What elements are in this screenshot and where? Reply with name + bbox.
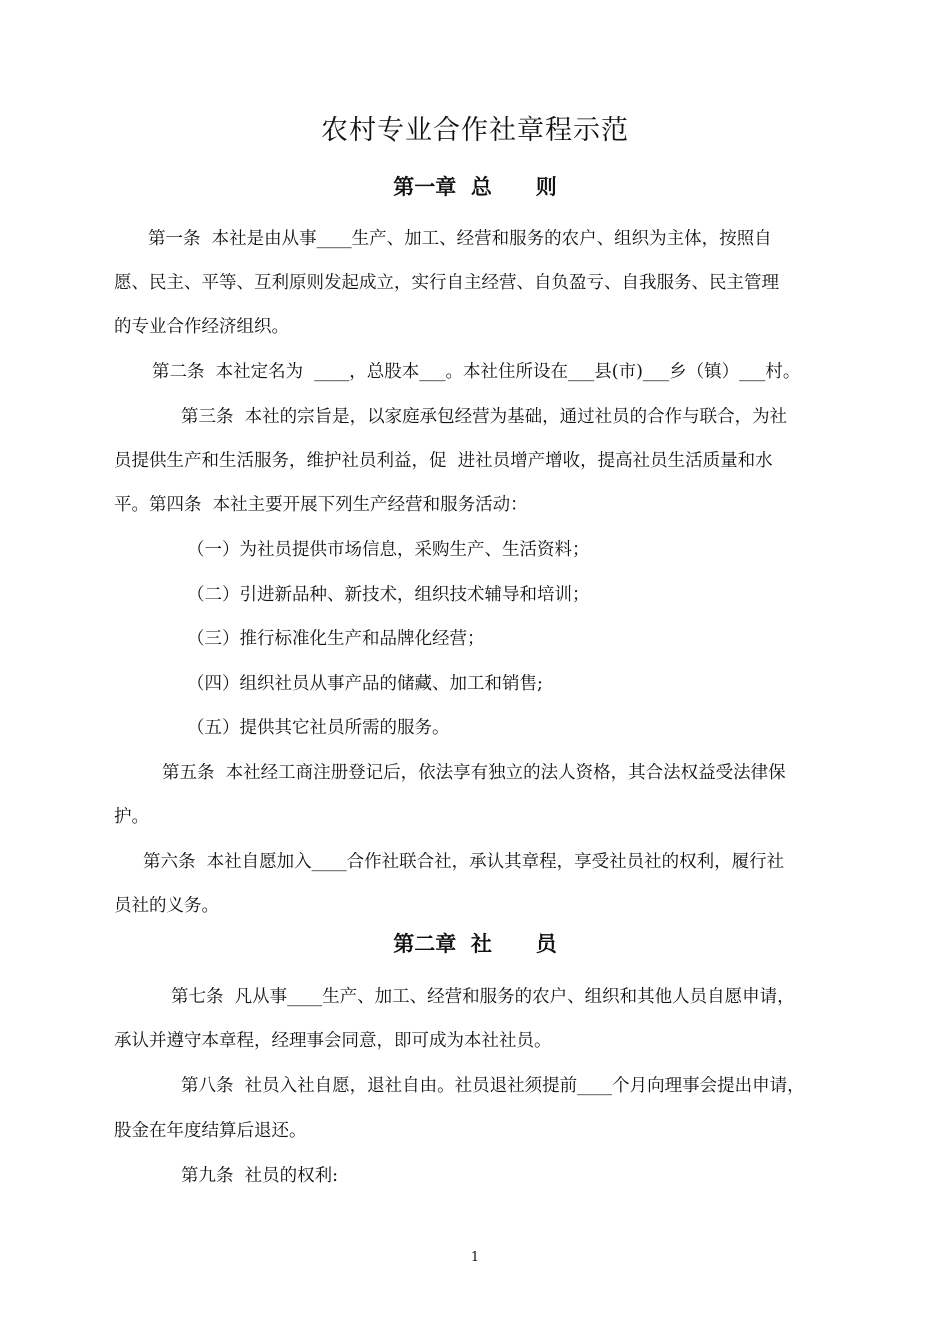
- article-2-line-1: 第二条 本社定名为 ____，总股本___。本社住所设在___县(市)___乡（镇）___村。: [152, 362, 801, 382]
- document-title: 农村专业合作社章程示范: [321, 115, 629, 146]
- article-4-item-4: （四）组织社员从事产品的储藏、加工和销售;: [187, 674, 543, 694]
- article-7-line-1: 第七条 凡从事____生产、加工、经营和服务的农户、组织和其他人员自愿申请，: [171, 987, 795, 1007]
- article-6-line-2: 员社的义务。: [114, 896, 219, 916]
- article-1-line-1: 第一条 本社是由从事____生产、加工、经营和服务的农户、组织为主体，按照自: [148, 229, 772, 249]
- article-1-line-2: 愿、民主、平等、互利原则发起成立，实行自主经营、自负盈亏、自我服务、民主管理: [114, 273, 779, 293]
- article-5-line-2: 护。: [114, 807, 149, 827]
- article-3-line-1: 第三条 本社的宗旨是，以家庭承包经营为基础，通过社员的合作与联合，为社: [181, 407, 788, 427]
- chapter-1-title: 第一章 总 则: [393, 175, 557, 199]
- article-9-line-1: 第九条 社员的权利:: [181, 1166, 339, 1186]
- article-8-line-1: 第八条 社员入社自愿，退社自由。社员退社须提前____个月向理事会提出申请，: [181, 1076, 805, 1096]
- article-8-line-2: 股金在年度结算后退还。: [114, 1121, 307, 1141]
- article-4-item-2: （二）引进新品种、新技术，组织技术辅导和培训；: [187, 585, 590, 605]
- chapter-2-title: 第二章 社 员: [393, 932, 557, 956]
- article-1-line-3: 的专业合作经济组织。: [114, 317, 289, 337]
- page-number: 1: [470, 1250, 480, 1265]
- article-4-item-1: （一）为社员提供市场信息，采购生产、生活资料；: [187, 540, 590, 560]
- article-6-line-1: 第六条 本社自愿加入____合作社联合社，承认其章程，享受社员社的权利，履行社: [143, 852, 785, 872]
- article-5-line-1: 第五条 本社经工商注册登记后，依法享有独立的法人资格，其合法权益受法律保: [162, 763, 786, 783]
- article-7-line-2: 承认并遵守本章程，经理事会同意，即可成为本社社员。: [114, 1031, 552, 1051]
- article-4-item-5: （五）提供其它社员所需的服务。: [187, 718, 450, 738]
- article-4-item-3: （三）推行标准化生产和品牌化经营；: [187, 629, 485, 649]
- article-3-line-2: 员提供生产和生活服务，维护社员利益，促 进社员增产增收，提高社员生活质量和水: [114, 451, 773, 471]
- article-3-line-3: 平。第四条 本社主要开展下列生产经营和服务活动：: [114, 495, 528, 515]
